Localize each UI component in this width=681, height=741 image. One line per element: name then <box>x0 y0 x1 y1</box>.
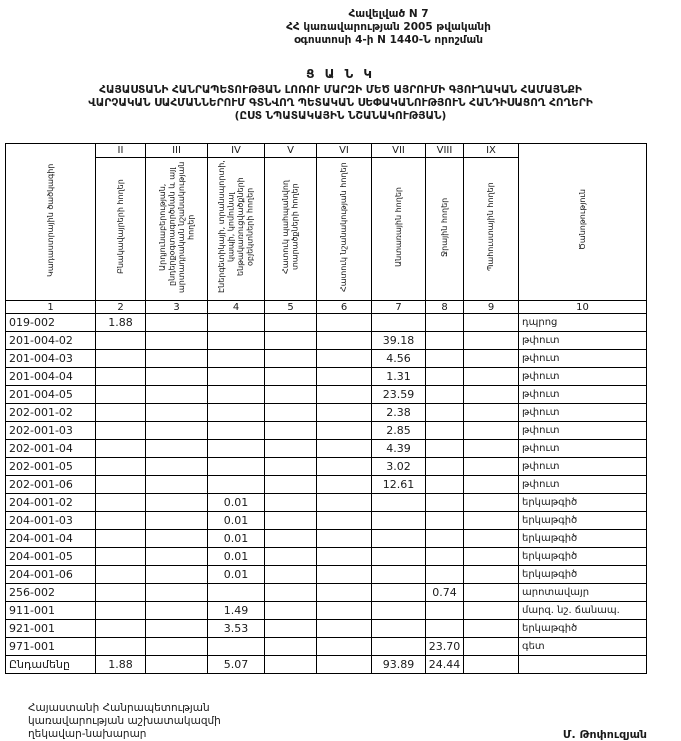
value-cell <box>317 476 372 494</box>
value-cell <box>96 386 146 404</box>
value-cell <box>426 422 464 440</box>
value-cell <box>265 314 317 332</box>
value-cell <box>96 332 146 350</box>
value-cell <box>208 332 265 350</box>
value-cell <box>317 584 372 602</box>
table-row <box>6 494 647 512</box>
table-row <box>6 386 647 404</box>
value-cell <box>96 566 146 584</box>
table-row <box>6 350 647 368</box>
value-cell <box>96 404 146 422</box>
table-head <box>6 144 647 314</box>
column-label: Անտառային հողեր <box>393 187 403 267</box>
value-cell <box>265 440 317 458</box>
total-row <box>6 656 647 674</box>
column-label: Հատուկ նշանակության հողեր <box>339 162 349 292</box>
value-cell <box>372 602 426 620</box>
cadastral-code-cell: 204-001-06 <box>6 566 96 584</box>
value-cell <box>146 656 208 674</box>
column-roman-III: III <box>146 144 208 158</box>
column-label: Ջրային հողեր <box>439 197 449 257</box>
value-cell <box>426 620 464 638</box>
value-cell: 2.38 <box>372 404 426 422</box>
value-cell <box>372 530 426 548</box>
value-cell: 0.01 <box>208 512 265 530</box>
value-cell <box>208 440 265 458</box>
value-cell <box>265 386 317 404</box>
note-cell: թփուտ <box>519 368 647 386</box>
title-line-2: ՀԱՅԱՍՏԱՆԻ ՀԱՆՐԱՊԵՏՈՒԹՅԱՆ ԼՈՌՈՒ ՄԱՐԶԻ ՄԵԾ ԱՅՐՈՒՄԻ ԳՅՈՒՂԱԿԱՆ ՀԱՄԱՅՆՔԻ <box>99 84 582 96</box>
value-cell <box>146 530 208 548</box>
column-number-7: 7 <box>372 301 426 314</box>
value-cell <box>146 602 208 620</box>
value-cell <box>96 638 146 656</box>
table-row <box>6 440 647 458</box>
value-cell <box>426 530 464 548</box>
column-header-10 <box>519 144 647 301</box>
value-cell <box>372 620 426 638</box>
value-cell: 1.88 <box>96 656 146 674</box>
note-cell: երկաթգիծ <box>519 512 647 530</box>
column-number-8: 8 <box>426 301 464 314</box>
value-cell <box>317 656 372 674</box>
value-cell: 1.31 <box>372 368 426 386</box>
value-cell <box>317 602 372 620</box>
value-cell <box>317 440 372 458</box>
value-cell <box>372 548 426 566</box>
document-footer <box>28 702 647 741</box>
value-cell: 23.70 <box>426 638 464 656</box>
value-cell <box>96 458 146 476</box>
cadastral-code-cell: 202-001-02 <box>6 404 96 422</box>
table-row <box>6 638 647 656</box>
cadastral-code-cell: 204-001-03 <box>6 512 96 530</box>
value-cell <box>426 512 464 530</box>
note-cell: երկաթգիծ <box>519 548 647 566</box>
value-cell <box>146 638 208 656</box>
column-label: Ծանոթություն <box>577 189 587 251</box>
note-cell: մարզ. նշ. ճանապ. <box>519 602 647 620</box>
cadastral-code-cell: 201-004-05 <box>6 386 96 404</box>
cadastral-code-cell: 911-001 <box>6 602 96 620</box>
value-cell: 4.39 <box>372 440 426 458</box>
cadastral-code-cell: 204-001-04 <box>6 530 96 548</box>
cadastral-code-cell: 202-001-04 <box>6 440 96 458</box>
value-cell <box>208 368 265 386</box>
column-roman-V: V <box>265 144 317 158</box>
column-header-4 <box>208 158 265 301</box>
column-number-6: 6 <box>317 301 372 314</box>
title-line-3: ՎԱՐՉԱԿԱՆ ՍԱՀՄԱՆՆԵՐՈՒՄ ԳՏՆՎՈՂ ՊԵՏԱԿԱՆ ՍԵՓԱԿԱՆՈՒԹՅՈՒՆ ՀԱՆԴԻՍԱՑՈՂ ՀՈՂԵՐԻ <box>88 97 593 109</box>
table-row <box>6 566 647 584</box>
column-roman-VIII: VIII <box>426 144 464 158</box>
value-cell <box>96 530 146 548</box>
value-cell <box>426 368 464 386</box>
value-cell <box>265 638 317 656</box>
value-cell <box>265 350 317 368</box>
column-roman-VI: VI <box>317 144 372 158</box>
value-cell <box>426 404 464 422</box>
value-cell: 12.61 <box>372 476 426 494</box>
value-cell <box>317 422 372 440</box>
column-label: Հատուկ պահպանվող տարածքների հողեր <box>281 180 300 274</box>
value-cell <box>464 656 519 674</box>
value-cell <box>146 512 208 530</box>
value-cell: 39.18 <box>372 332 426 350</box>
cadastral-code-cell: 921-001 <box>6 620 96 638</box>
value-cell: 1.88 <box>96 314 146 332</box>
note-cell: թփուտ <box>519 386 647 404</box>
value-cell <box>265 422 317 440</box>
value-cell <box>265 512 317 530</box>
note-cell: թփուտ <box>519 332 647 350</box>
value-cell <box>146 440 208 458</box>
value-cell <box>265 494 317 512</box>
value-cell <box>317 494 372 512</box>
column-label: Էներգետիկայի, տրանսպորտի, կապի, կոմունալ ենթակառուցվածքների օբյեկտների հողեր <box>217 160 255 294</box>
appendix-line-2: ՀՀ կառավարության 2005 թվականի <box>286 21 491 33</box>
signatory-line-1: Հայաստանի Հանրապետության <box>28 702 210 714</box>
column-number-1: 1 <box>6 301 96 314</box>
value-cell <box>317 548 372 566</box>
value-cell <box>146 368 208 386</box>
note-cell: երկաթգիծ <box>519 530 647 548</box>
column-number-4: 4 <box>208 301 265 314</box>
appendix-line-3: օգոստոսի 4-ի N 1440-Ն որոշման <box>293 34 484 46</box>
land-table <box>5 143 647 674</box>
column-label: Պահուստային հողեր <box>486 182 496 272</box>
value-cell <box>96 584 146 602</box>
column-roman-II: II <box>96 144 146 158</box>
value-cell <box>208 584 265 602</box>
cadastral-code-cell: 204-001-05 <box>6 548 96 566</box>
table-row <box>6 512 647 530</box>
value-cell <box>208 350 265 368</box>
value-cell <box>426 494 464 512</box>
value-cell <box>317 458 372 476</box>
note-cell: թփուտ <box>519 404 647 422</box>
note-cell: արոտավայր <box>519 584 647 602</box>
note-cell <box>519 656 647 674</box>
value-cell: 0.01 <box>208 530 265 548</box>
value-cell <box>317 368 372 386</box>
table-row <box>6 458 647 476</box>
value-cell <box>426 314 464 332</box>
value-cell <box>426 440 464 458</box>
note-cell: թփուտ <box>519 458 647 476</box>
value-cell <box>372 314 426 332</box>
column-roman-IV: IV <box>208 144 265 158</box>
column-label: Արդյունաբերության, ընդերքօգտագործման և այլ արտադրական նշանակության հողեր <box>157 161 195 293</box>
document-title <box>0 67 681 123</box>
value-cell <box>464 548 519 566</box>
value-cell <box>265 332 317 350</box>
value-cell <box>96 512 146 530</box>
value-cell <box>464 422 519 440</box>
value-cell <box>317 638 372 656</box>
value-cell: 3.02 <box>372 458 426 476</box>
value-cell <box>146 548 208 566</box>
note-cell: թփուտ <box>519 422 647 440</box>
column-label: Կադաստրային ծածկագիր <box>45 163 55 277</box>
value-cell <box>208 314 265 332</box>
value-cell <box>372 566 426 584</box>
column-header-8 <box>426 158 464 301</box>
value-cell <box>464 440 519 458</box>
cadastral-code-cell: 202-001-06 <box>6 476 96 494</box>
note-cell: գետ <box>519 638 647 656</box>
table-row <box>6 368 647 386</box>
value-cell <box>426 476 464 494</box>
column-roman-VII: VII <box>372 144 426 158</box>
value-cell: 5.07 <box>208 656 265 674</box>
value-cell <box>96 602 146 620</box>
table-row <box>6 476 647 494</box>
value-cell <box>265 620 317 638</box>
column-header-7 <box>372 158 426 301</box>
value-cell <box>146 494 208 512</box>
value-cell <box>317 350 372 368</box>
value-cell <box>208 422 265 440</box>
value-cell: 93.89 <box>372 656 426 674</box>
value-cell <box>146 332 208 350</box>
value-cell <box>146 386 208 404</box>
column-header-2 <box>96 158 146 301</box>
value-cell <box>372 638 426 656</box>
cadastral-code-cell: 019-002 <box>6 314 96 332</box>
value-cell <box>146 476 208 494</box>
title-line-4: (ԸՍՏ ՆՊԱՏԱԿԱՅԻՆ ՆՇԱՆԱԿՈՒԹՅԱՆ) <box>234 110 447 122</box>
value-cell <box>146 350 208 368</box>
value-cell <box>317 530 372 548</box>
table-row <box>6 602 647 620</box>
value-cell <box>265 602 317 620</box>
value-cell <box>464 530 519 548</box>
value-cell <box>208 386 265 404</box>
value-cell <box>96 440 146 458</box>
column-number-2: 2 <box>96 301 146 314</box>
value-cell <box>464 566 519 584</box>
value-cell <box>146 314 208 332</box>
value-cell <box>265 656 317 674</box>
cadastral-code-cell: 202-001-03 <box>6 422 96 440</box>
value-cell <box>317 620 372 638</box>
value-cell <box>265 548 317 566</box>
value-cell: 2.85 <box>372 422 426 440</box>
value-cell <box>426 350 464 368</box>
value-cell: 0.01 <box>208 548 265 566</box>
value-cell <box>464 386 519 404</box>
value-cell <box>372 584 426 602</box>
value-cell <box>317 404 372 422</box>
signature-name: Մ. Թոփուզյան <box>562 728 647 741</box>
signatory-line-3: ղեկավար-նախարար <box>28 728 147 740</box>
appendix-line-1: Հավելված N 7 <box>348 8 429 20</box>
column-label: Բնակավայրերի հողեր <box>115 179 125 275</box>
value-cell <box>265 530 317 548</box>
value-cell <box>317 332 372 350</box>
value-cell <box>208 638 265 656</box>
cadastral-code-cell: 204-001-02 <box>6 494 96 512</box>
value-cell <box>96 476 146 494</box>
cadastral-code-cell: 201-004-02 <box>6 332 96 350</box>
value-cell <box>426 548 464 566</box>
table-row <box>6 404 647 422</box>
value-cell <box>464 638 519 656</box>
table-row <box>6 620 647 638</box>
value-cell <box>146 620 208 638</box>
column-number-5: 5 <box>265 301 317 314</box>
value-cell <box>208 476 265 494</box>
value-cell <box>464 620 519 638</box>
note-cell: երկաթգիծ <box>519 494 647 512</box>
column-header-1 <box>6 144 96 301</box>
value-cell <box>426 458 464 476</box>
value-cell <box>464 332 519 350</box>
note-cell: թփուտ <box>519 440 647 458</box>
value-cell <box>96 350 146 368</box>
value-cell: 4.56 <box>372 350 426 368</box>
cadastral-code-cell: Ընդամենը <box>6 656 96 674</box>
value-cell <box>146 584 208 602</box>
value-cell <box>426 566 464 584</box>
value-cell <box>96 494 146 512</box>
column-number-9: 9 <box>464 301 519 314</box>
value-cell <box>146 566 208 584</box>
note-cell: երկաթգիծ <box>519 620 647 638</box>
signatory-line-2: կառավարության աշխատակազմի <box>28 715 221 727</box>
value-cell <box>372 494 426 512</box>
value-cell <box>464 368 519 386</box>
value-cell: 3.53 <box>208 620 265 638</box>
cadastral-code-cell: 971-001 <box>6 638 96 656</box>
column-number-3: 3 <box>146 301 208 314</box>
note-cell: դպրոց <box>519 314 647 332</box>
value-cell <box>265 566 317 584</box>
value-cell <box>265 368 317 386</box>
value-cell <box>426 602 464 620</box>
value-cell: 0.74 <box>426 584 464 602</box>
table-row <box>6 530 647 548</box>
value-cell <box>372 512 426 530</box>
value-cell: 24.44 <box>426 656 464 674</box>
value-cell <box>464 512 519 530</box>
value-cell <box>317 566 372 584</box>
table-row <box>6 422 647 440</box>
value-cell <box>464 404 519 422</box>
value-cell: 0.01 <box>208 566 265 584</box>
value-cell <box>317 314 372 332</box>
value-cell <box>96 548 146 566</box>
value-cell <box>146 458 208 476</box>
value-cell <box>464 494 519 512</box>
column-roman-IX: IX <box>464 144 519 158</box>
value-cell <box>464 584 519 602</box>
value-cell <box>96 368 146 386</box>
title-word: Ց Ա Ն Կ <box>306 67 375 81</box>
value-cell <box>464 602 519 620</box>
column-header-3 <box>146 158 208 301</box>
value-cell <box>464 476 519 494</box>
value-cell <box>426 332 464 350</box>
value-cell <box>265 476 317 494</box>
value-cell <box>265 458 317 476</box>
note-cell: երկաթգիծ <box>519 566 647 584</box>
column-header-9 <box>464 158 519 301</box>
note-cell: թփուտ <box>519 476 647 494</box>
value-cell <box>265 404 317 422</box>
value-cell <box>146 422 208 440</box>
value-cell <box>208 404 265 422</box>
cadastral-code-cell: 202-001-05 <box>6 458 96 476</box>
value-cell <box>146 404 208 422</box>
value-cell <box>464 314 519 332</box>
cadastral-code-cell: 256-002 <box>6 584 96 602</box>
value-cell: 23.59 <box>372 386 426 404</box>
appendix-header <box>96 8 681 47</box>
value-cell <box>96 422 146 440</box>
column-header-6 <box>317 158 372 301</box>
table-row <box>6 548 647 566</box>
value-cell <box>208 458 265 476</box>
cadastral-code-cell: 201-004-03 <box>6 350 96 368</box>
note-cell: թփուտ <box>519 350 647 368</box>
value-cell <box>317 386 372 404</box>
value-cell <box>96 620 146 638</box>
column-number-10: 10 <box>519 301 647 314</box>
value-cell <box>464 350 519 368</box>
table-row <box>6 314 647 332</box>
signatory-title-block <box>28 702 221 741</box>
value-cell: 1.49 <box>208 602 265 620</box>
table-row <box>6 332 647 350</box>
value-cell <box>317 512 372 530</box>
value-cell <box>265 584 317 602</box>
table-body <box>6 314 647 674</box>
value-cell <box>464 458 519 476</box>
value-cell <box>426 386 464 404</box>
cadastral-code-cell: 201-004-04 <box>6 368 96 386</box>
value-cell: 0.01 <box>208 494 265 512</box>
column-header-5 <box>265 158 317 301</box>
table-row <box>6 584 647 602</box>
